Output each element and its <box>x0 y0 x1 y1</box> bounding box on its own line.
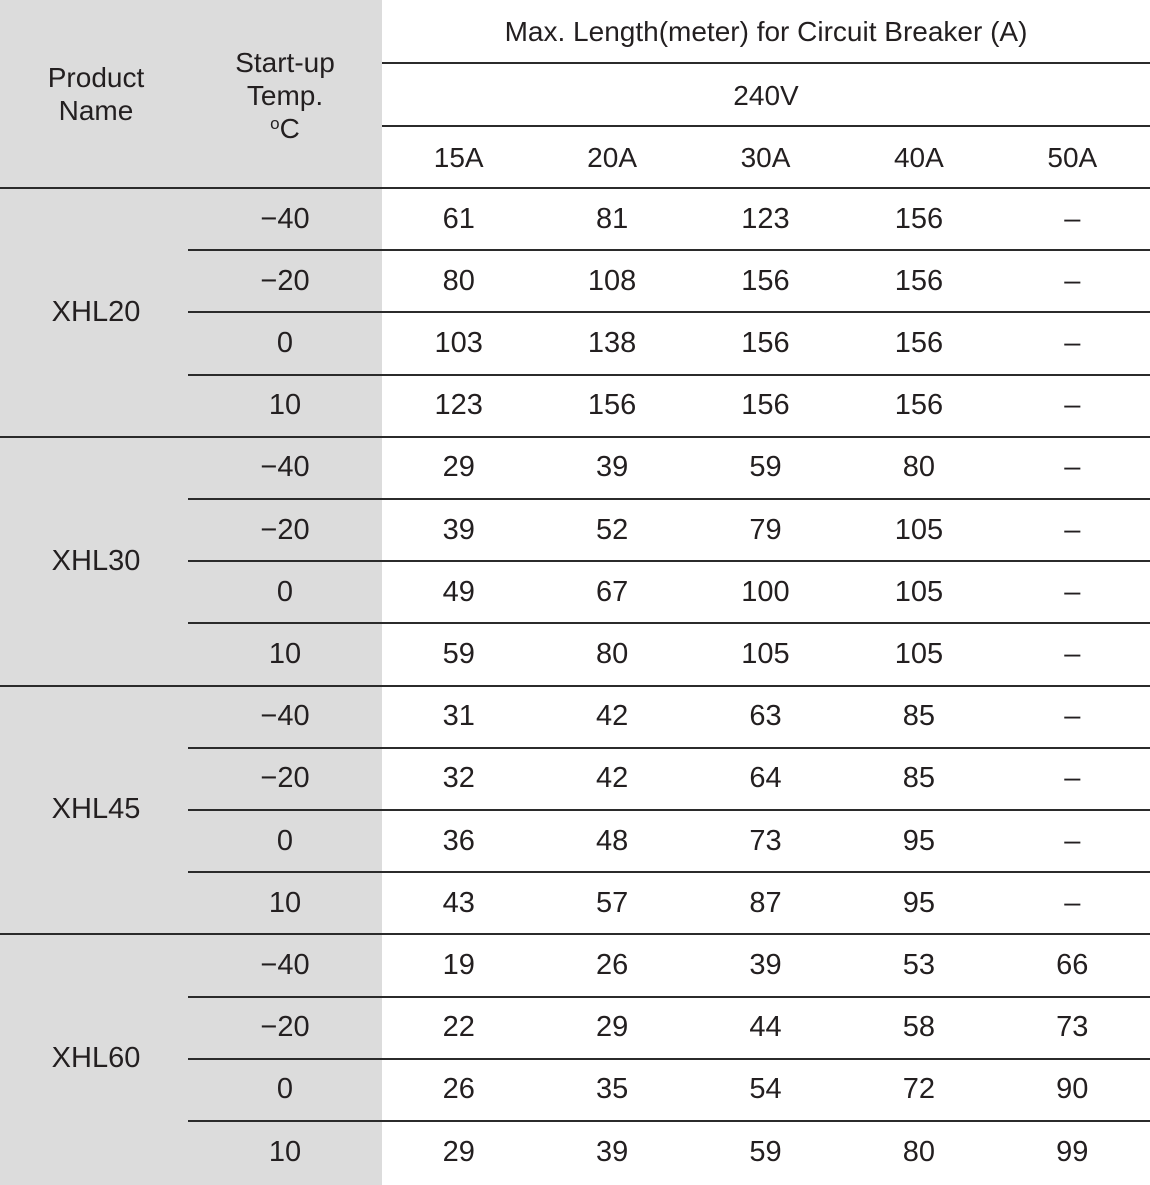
max-length-value: 59 <box>442 637 475 670</box>
breaker-header-20a: 20A <box>587 141 637 173</box>
max-length-value: – <box>1064 326 1081 359</box>
max-length-value: 39 <box>595 1135 629 1168</box>
max-length-value: 42 <box>595 700 629 733</box>
startup-temp: 10 <box>268 637 302 670</box>
max-length-value: 67 <box>595 575 629 608</box>
max-length-value: 48 <box>595 824 629 857</box>
max-length-value: 59 <box>749 451 782 484</box>
max-length-value: – <box>1064 575 1081 608</box>
max-length-value: 156 <box>587 389 637 422</box>
max-length-value: 63 <box>749 700 782 733</box>
max-length-value: 156 <box>894 389 944 422</box>
max-length-value: 35 <box>595 1073 629 1106</box>
max-length-value: – <box>1064 886 1081 919</box>
startup-temp: −40 <box>260 948 310 981</box>
max-length-value: 39 <box>595 451 629 484</box>
max-length-value: 29 <box>442 1135 475 1168</box>
max-length-value: 26 <box>442 1073 475 1106</box>
max-length-value: 79 <box>749 513 782 546</box>
max-length-value: 73 <box>1056 1011 1089 1044</box>
max-length-value: 61 <box>442 202 475 235</box>
product-name: XHL30 <box>51 544 141 577</box>
startup-temp: 0 <box>276 1073 294 1106</box>
max-length-value: 103 <box>434 326 483 359</box>
max-length-value: 44 <box>749 1011 782 1044</box>
max-length-value: – <box>1064 389 1081 422</box>
header-rule-1 <box>382 62 1150 64</box>
startup-temp: −20 <box>260 762 310 795</box>
startup-temp: −20 <box>260 1011 310 1044</box>
startup-temp: 0 <box>276 575 294 608</box>
max-length-value: 156 <box>894 264 944 297</box>
header-product-name: Product Name <box>47 62 145 126</box>
startup-temp: −40 <box>260 451 310 484</box>
max-length-value: 156 <box>894 202 944 235</box>
max-length-value: 64 <box>749 762 782 795</box>
max-length-value: – <box>1064 762 1081 795</box>
max-length-value: 80 <box>442 264 475 297</box>
max-length-value: 22 <box>442 1011 475 1044</box>
max-length-value: 80 <box>595 637 629 670</box>
max-length-value: 108 <box>587 264 637 297</box>
header-group-title: Max. Length(meter) for Circuit Breaker (A) <box>504 16 1028 47</box>
max-length-value: 87 <box>749 886 782 919</box>
max-length-value: 156 <box>741 326 790 359</box>
max-length-value: 58 <box>902 1011 936 1044</box>
max-length-value: 90 <box>1056 1073 1089 1106</box>
max-length-value: 80 <box>902 1135 936 1168</box>
max-length-value: 81 <box>595 202 629 235</box>
max-length-value: – <box>1064 451 1081 484</box>
startup-temp: −20 <box>260 264 310 297</box>
max-length-value: 105 <box>894 513 944 546</box>
breaker-header-50a: 50A <box>1047 141 1098 173</box>
max-length-value: 42 <box>595 762 629 795</box>
max-length-value: 85 <box>902 700 936 733</box>
max-length-value: 39 <box>749 948 782 981</box>
header-startup-temp <box>188 42 382 152</box>
max-length-value: – <box>1064 637 1081 670</box>
max-length-value: 138 <box>587 326 637 359</box>
max-length-value: 123 <box>434 389 483 422</box>
max-length-value: 105 <box>741 637 790 670</box>
startup-temp: −20 <box>260 513 310 546</box>
max-length-value: – <box>1064 824 1081 857</box>
max-length-value: 29 <box>595 1011 629 1044</box>
max-length-value: 156 <box>741 264 790 297</box>
max-length-value: 80 <box>902 451 936 484</box>
max-length-value: 43 <box>442 886 475 919</box>
max-length-value: 105 <box>894 575 944 608</box>
startup-temp: −40 <box>260 202 310 235</box>
product-name: XHL20 <box>51 295 141 328</box>
header-startup-temp-unit <box>270 112 300 149</box>
product-name: XHL60 <box>51 1042 141 1075</box>
max-length-value: 19 <box>442 948 475 981</box>
degree-symbol: o <box>270 113 280 133</box>
celsius-letter: C <box>279 112 300 144</box>
header-startup-temp-line2: Temp. <box>246 79 324 111</box>
max-length-value: 100 <box>741 575 790 608</box>
breaker-header-40a: 40A <box>893 141 944 173</box>
max-length-value: – <box>1064 513 1081 546</box>
max-length-value: 32 <box>442 762 475 795</box>
breaker-header-15a: 15A <box>433 141 484 173</box>
max-length-value: 54 <box>749 1073 782 1106</box>
max-length-value: 72 <box>902 1073 936 1106</box>
max-length-value: 95 <box>902 824 936 857</box>
header-startup-temp-line1: Start-up <box>235 46 335 78</box>
startup-temp: 0 <box>276 824 294 857</box>
max-length-value: 52 <box>595 513 629 546</box>
max-length-value: 59 <box>749 1135 782 1168</box>
startup-temp: 0 <box>276 326 294 359</box>
max-length-value: 31 <box>442 700 475 733</box>
max-length-value: 66 <box>1056 948 1089 981</box>
max-length-value: 53 <box>902 948 936 981</box>
max-length-value: 26 <box>595 948 629 981</box>
max-length-value: – <box>1064 264 1081 297</box>
max-length-value: 105 <box>894 637 944 670</box>
max-length-value: 99 <box>1056 1135 1089 1168</box>
max-length-value: 123 <box>741 202 790 235</box>
max-length-value: 95 <box>902 886 936 919</box>
max-length-value: 73 <box>749 824 782 857</box>
max-length-value: 85 <box>902 762 936 795</box>
header-voltage: 240V <box>733 79 799 111</box>
max-length-value: 156 <box>894 326 944 359</box>
startup-temp: 10 <box>268 389 302 422</box>
max-length-value: 36 <box>442 824 475 857</box>
max-length-value: – <box>1064 202 1081 235</box>
max-length-value: 57 <box>595 886 629 919</box>
max-length-value: 29 <box>442 451 475 484</box>
max-length-value: – <box>1064 700 1081 733</box>
max-length-value: 156 <box>741 389 790 422</box>
product-name: XHL45 <box>51 793 141 826</box>
startup-temp: 10 <box>268 886 302 919</box>
startup-temp: −40 <box>260 700 310 733</box>
startup-temp: 10 <box>268 1135 302 1168</box>
breaker-header-30a: 30A <box>740 141 791 173</box>
max-length-value: 49 <box>442 575 475 608</box>
max-length-value: 39 <box>442 513 475 546</box>
